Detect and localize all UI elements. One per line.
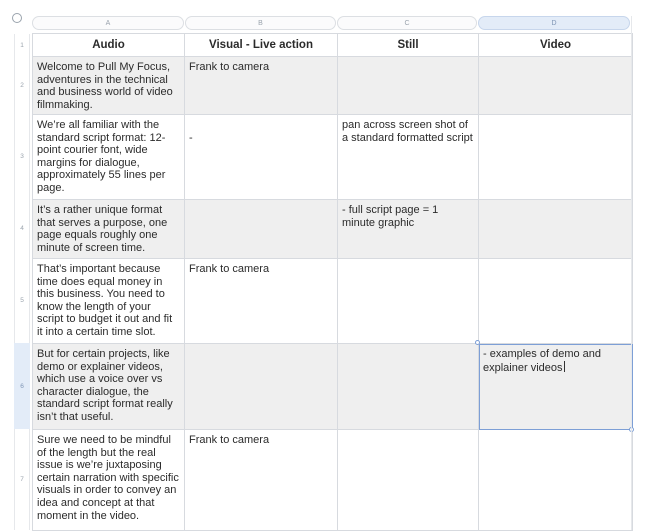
table-row <box>33 430 633 531</box>
row-header-6[interactable]: 6 <box>14 343 30 429</box>
selection-handle-top-left[interactable] <box>475 340 480 345</box>
column-header-d[interactable]: D <box>478 16 630 30</box>
table-row <box>33 57 633 115</box>
cell-still[interactable] <box>338 344 479 430</box>
cell-audio[interactable]: That’s important because time does equal money in this business. You need to know the length of your script to budget it out and fit it into a certain time slot. <box>33 259 185 344</box>
cell-still[interactable]: - full script page = 1 minute graphic <box>338 200 479 259</box>
cell-video[interactable] <box>479 200 633 259</box>
header-visual[interactable]: Visual - Live action <box>185 34 338 57</box>
cell-still[interactable] <box>338 259 479 344</box>
cell-audio[interactable]: It’s a rather unique format that serves a purpose, one page equals roughly one minute of screen time. <box>33 200 185 259</box>
table-row <box>33 200 633 259</box>
cell-visual[interactable]: - <box>185 115 338 200</box>
cell-video[interactable] <box>479 115 633 200</box>
row-header-5[interactable]: 5 <box>20 297 24 304</box>
header-row <box>33 34 633 57</box>
cell-audio[interactable]: Sure we need to be mindful of the length but the real issue is we’re juxtaposing certain narration with specific visuals in order to convey an idea and concept at that moment in the video. <box>33 430 185 531</box>
column-header-a[interactable]: A <box>32 16 184 30</box>
script-table <box>32 33 633 531</box>
header-audio[interactable]: Audio <box>33 34 185 57</box>
table-row <box>33 259 633 344</box>
column-header-b[interactable]: B <box>185 16 336 30</box>
select-all-button[interactable] <box>12 13 22 23</box>
row-header-4[interactable]: 4 <box>20 225 24 232</box>
cell-visual[interactable]: Frank to camera <box>185 57 338 115</box>
row-header-2[interactable]: 2 <box>20 81 24 89</box>
cell-visual[interactable]: Frank to camera <box>185 430 338 531</box>
cell-visual[interactable] <box>185 200 338 259</box>
cell-audio[interactable]: But for certain projects, like demo or explainer videos, which use a voice over vs character dialogue, the standard script format really isn’t that useful. <box>33 344 185 430</box>
vertical-scrollbar[interactable] <box>631 16 638 530</box>
row-header-3[interactable]: 3 <box>20 153 24 160</box>
row-header-7[interactable]: 7 <box>20 476 24 483</box>
cell-visual[interactable] <box>185 344 338 430</box>
cell-visual[interactable]: Frank to camera <box>185 259 338 344</box>
cell-still[interactable]: pan across screen shot of a standard formatted script <box>338 115 479 200</box>
cell-video-text: - examples of demo and explainer videos <box>483 348 602 374</box>
cell-video[interactable] <box>479 57 633 115</box>
cell-audio[interactable]: We’re all familiar with the standard script format: 12-point courier font, wide margins for dialogue, approximately 55 lines per page. <box>33 115 185 200</box>
table-row <box>33 344 633 430</box>
cell-video-active[interactable] <box>479 344 633 430</box>
cell-still[interactable] <box>338 430 479 531</box>
cell-video[interactable] <box>479 259 633 344</box>
cell-video[interactable] <box>479 430 633 531</box>
cell-still[interactable] <box>338 57 479 115</box>
cell-audio[interactable]: Welcome to Pull My Focus, adventures in the technical and business world of video filmmaking. <box>33 57 185 115</box>
column-header-c[interactable]: C <box>337 16 477 30</box>
text-cursor <box>564 361 565 372</box>
row-header-1[interactable]: 1 <box>20 41 24 49</box>
table-row <box>33 115 633 200</box>
header-video[interactable]: Video <box>479 34 633 57</box>
header-still[interactable]: Still <box>338 34 479 57</box>
